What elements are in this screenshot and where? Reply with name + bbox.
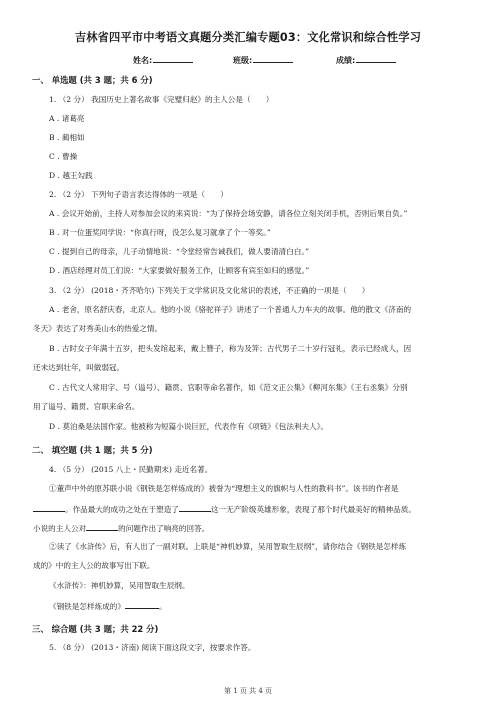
question-4-stem: 4. （5 分） (2015 八上・民勤期末) 走近名著。 bbox=[49, 465, 213, 474]
name-label: 姓名: bbox=[133, 56, 153, 65]
question-3-option-b-line1: B . 古时女子年满十五岁，把头发绾起来，戴上簪子，称为及笄；古代男子二十岁行冠礼，表示已经成人，因 bbox=[49, 344, 412, 353]
question-1-option-c: C . 曹操 bbox=[49, 152, 78, 161]
question-3-option-d: D . 莫泊桑是法国作家。他被称为短篇小说巨匠，代表作有《项链》《包法利夫人》。 bbox=[49, 422, 329, 431]
question-2-option-b: B . 对一位蛋奖同学说：“你真行呀，没怎么复习就拿了个一等奖。” bbox=[49, 228, 271, 237]
score-field bbox=[336, 53, 396, 66]
question-1-option-b: B . 蔺相如 bbox=[49, 133, 85, 142]
page-footer: 第 1 页 共 4 页 bbox=[223, 687, 273, 695]
question-3-option-a-line2: 冬天》表达了对秀美山水的热爱之情。 bbox=[33, 324, 163, 333]
question-2-option-d: D . 酒店经理对员工们说：“大家要做好服务工作，让顾客有宾至如归的感觉。” bbox=[49, 266, 310, 275]
section-heading-fill-blank: 二、 填空题 (共 1 题；共 5 分) bbox=[32, 445, 153, 455]
section-heading-comprehensive: 三、 综合题 (共 3 题；共 22 分) bbox=[32, 624, 159, 634]
question-4-para1-line3: 小说的主人公对 的问题作出了响亮的回答。 bbox=[33, 524, 210, 533]
class-field bbox=[233, 53, 293, 66]
question-3-option-c-line1: C . 古代文人常用字、号（谥号）、籍贯、官职等命名著作，如《范文正公集》《柳河东集》《王右丞集》分别 bbox=[49, 383, 408, 392]
section-heading-single-choice: 一、 单选题 (共 3 题；共 6 分) bbox=[32, 75, 153, 85]
question-1-option-a: A . 诸葛亮 bbox=[49, 114, 85, 123]
question-4-para1-line1: ①董声中外的原苏联小说《钢铁是怎样炼成的》被誉为“理想主义的旗帜与人性的教科书”。该书的作者是 bbox=[49, 484, 399, 493]
question-2-stem: 2. （2 分） 下列句子语言表达得体的一项是（ ） bbox=[49, 190, 228, 199]
question-2-option-c: C . 提到自己的母亲，儿子动情地说：“令堂经常告诫我们，做人要清清白白。” bbox=[49, 247, 310, 256]
score-blank bbox=[356, 53, 396, 63]
class-blank bbox=[253, 53, 293, 63]
question-4-couplet-lower: 《钢铁是怎样炼成的》 。 bbox=[49, 602, 167, 611]
document-title: 吉林省四平市中考语文真题分类汇编专题03：文化常识和综合性学习 bbox=[74, 31, 422, 44]
author-blank[interactable] bbox=[33, 503, 65, 512]
question-1-stem: 1. （2 分） 我国历史上著名故事《完璧归赵》的主人公是（ ） bbox=[49, 95, 274, 104]
name-blank bbox=[153, 53, 193, 63]
question-3-option-b-line2: 还未达到壮年，叫做弱冠。 bbox=[33, 363, 125, 372]
hero-blank[interactable] bbox=[179, 503, 211, 512]
score-label: 成绩: bbox=[336, 56, 356, 65]
question-2-option-a: A . 会议开始前，主持人对参加会议的来宾说：“为了保持会场安静，请各位立刻关闭手机，否则后果自负。” bbox=[49, 209, 408, 218]
couplet-blank[interactable] bbox=[125, 600, 159, 609]
name-field bbox=[133, 53, 193, 66]
question-4-para1-line2: 。作品最大的成功之处在于塑造了 这一无产阶级英雄形象，表现了那个时代最美好的精神品质。 bbox=[33, 503, 416, 515]
question-3-option-a-line1: A . 老舍，原名舒庆春，北京人。他的小说《骆驼祥子》讲述了一个普通人力车夫的故事。他的散文《济南的 bbox=[49, 305, 412, 314]
question-1-option-d: D . 越王勾践 bbox=[49, 171, 93, 180]
question-4-couplet-upper: 《水浒传》：神机妙算，吴用智取生辰纲。 bbox=[49, 581, 190, 590]
question-5-stem: 5. （8 分） (2013・济南) 阅读下面这段文字，按要求作答。 bbox=[49, 643, 256, 652]
question-blank[interactable] bbox=[86, 522, 118, 531]
question-4-para2-line1: ②读了《水浒传》后，有人出了一副对联。上联是“神机妙算，吴用智取生辰纲”，请你结合《钢铁是怎样炼 bbox=[49, 542, 407, 551]
question-3-option-c-line2: 用了谥号、籍贯、官职来命名。 bbox=[33, 402, 140, 411]
class-label: 班级: bbox=[233, 56, 253, 65]
question-3-stem: 3. （2 分） (2018・齐齐哈尔) 下列关于文学常识及文化常识的表述，不正确的一项是（ ） bbox=[49, 286, 370, 295]
question-4-para2-line2: 成的》中的主人公的故事写出下联。 bbox=[33, 561, 155, 570]
